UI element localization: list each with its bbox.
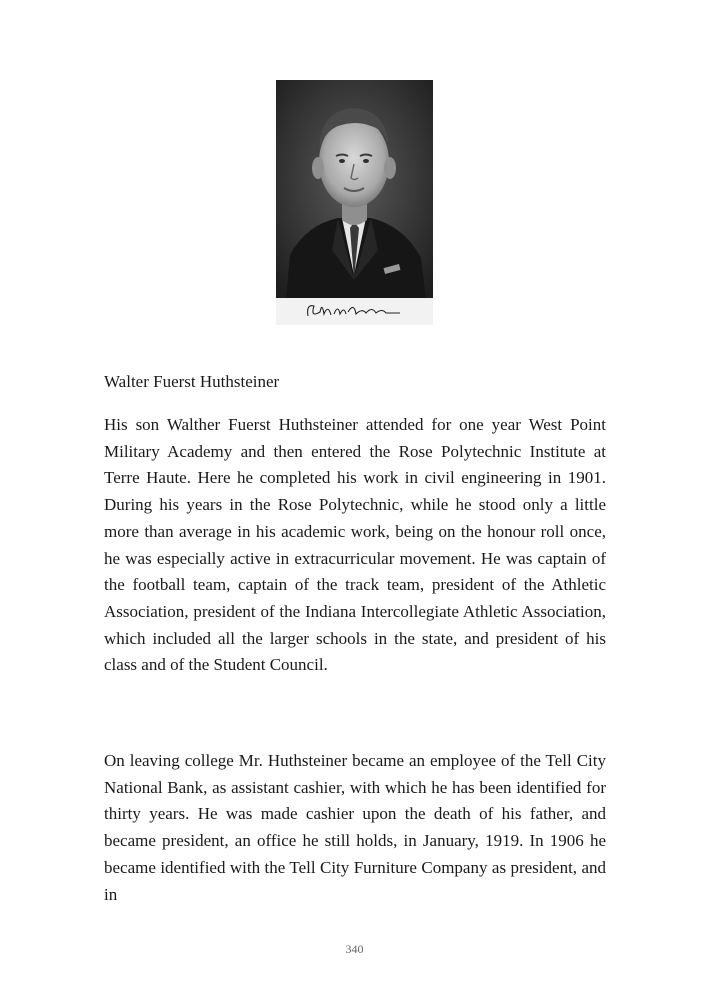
portrait-photo bbox=[276, 80, 433, 325]
page-number: 340 bbox=[345, 942, 364, 956]
person-name-heading: Walter Fuerst Huthsteiner bbox=[104, 372, 280, 391]
paragraph-2: On leaving college Mr. Huthsteiner became an employee of the Tell City National Bank, as assistant cashier, with which he has been identified for thirty years. He was made cashier upon the death of his father, and became president, an office he still holds, in January, 1919. In 1906 he became identified with the Tell City Furniture Company as president, and in bbox=[104, 751, 606, 904]
paragraph-1: His son Walther Fuerst Huthsteiner attended for one year West Point Military Academy and then entered the Rose Polytechnic Institute at Terre Haute. Here he completed his work in civil engineering in 1901. During his years in the Rose Polytechnic, while he stood only a little more than average in his academic work, being on the honour roll once, he was especially active in extracurricular movement. He was captain of the football team, captain of the track team, president of the Athletic Association, president of the Indiana Intercollegiate Athletic Association, which included all the larger schools in the state, and president of his class and of the Student Council. bbox=[104, 415, 606, 675]
